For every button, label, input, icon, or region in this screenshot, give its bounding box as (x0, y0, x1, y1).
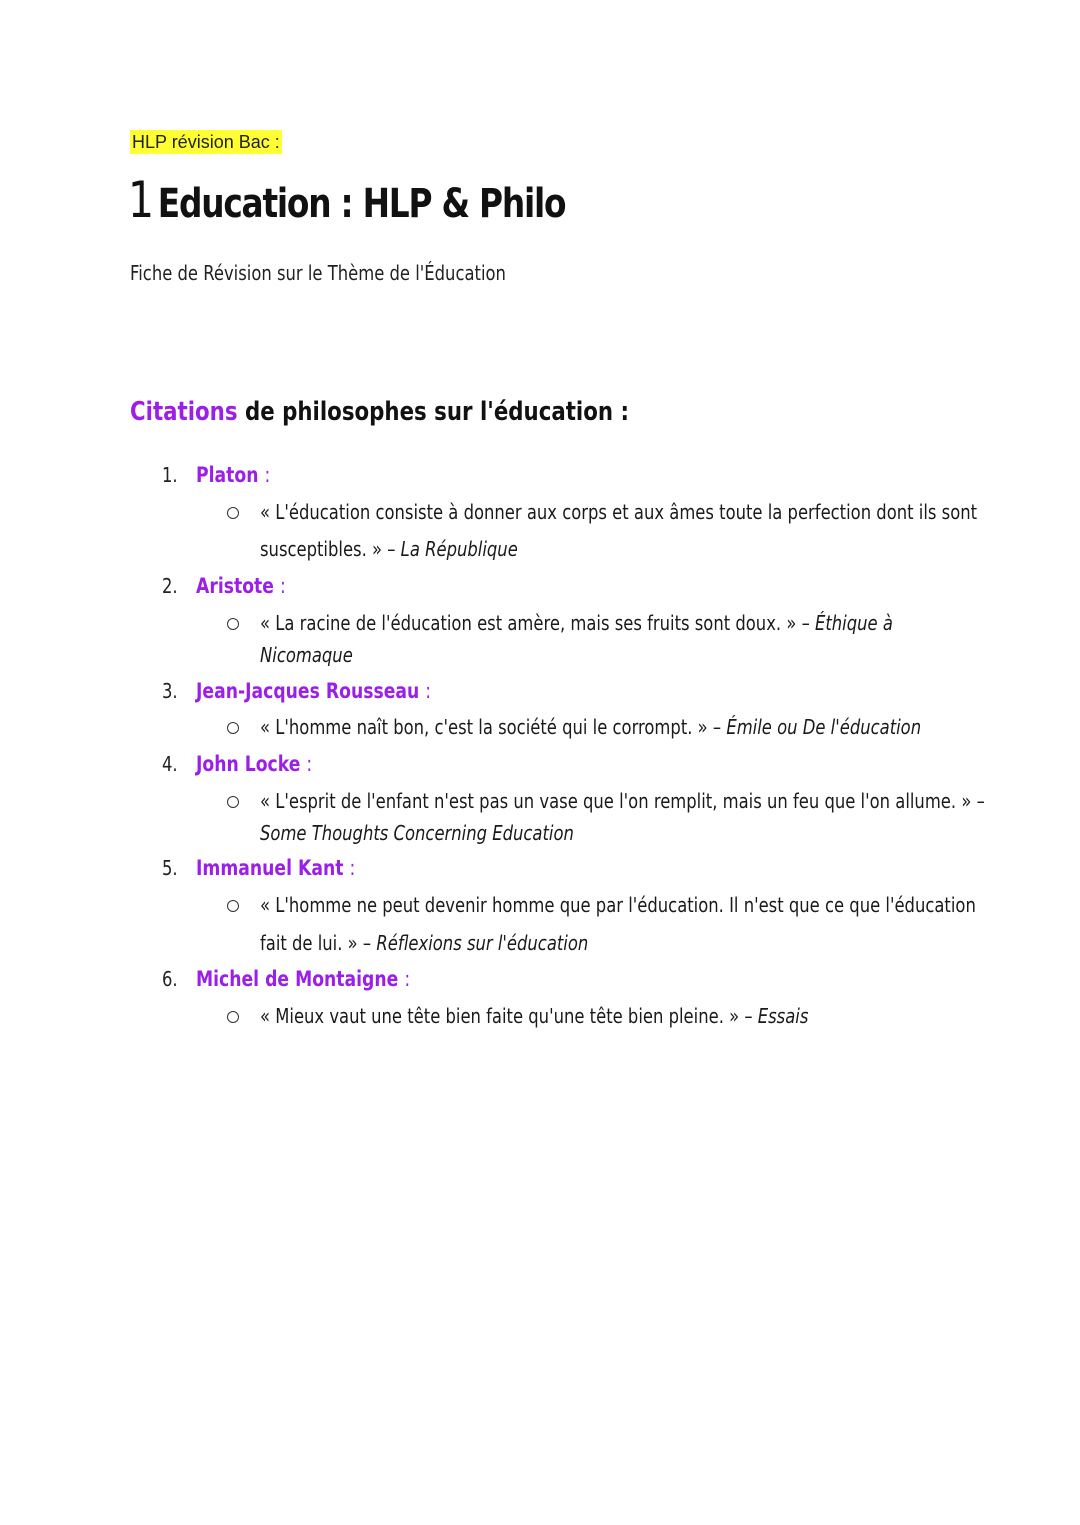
philosopher-name-colon: : (404, 967, 411, 991)
quote-text: fait de lui. » – (260, 931, 377, 955)
quote-line (260, 608, 893, 638)
philosopher-name-colon: : (264, 463, 271, 487)
highlighted-label: HLP révision Bac : (132, 132, 280, 152)
philosopher-name (196, 676, 431, 706)
philosopher-name-colon: : (279, 574, 286, 598)
quote-line (260, 497, 977, 527)
quote-source: Essais (757, 1004, 809, 1028)
section-heading (130, 394, 629, 430)
quote-line (260, 928, 588, 958)
quote-line (260, 890, 976, 920)
section-heading-rest: de philosophes sur l'éducation : (244, 397, 630, 427)
hollow-bullet-icon (227, 900, 239, 912)
quote-source: Émile ou De l'éducation (726, 715, 922, 739)
philosopher-name-text: Jean-Jacques Rousseau (196, 679, 420, 703)
hollow-bullet-icon (227, 722, 239, 734)
quote-source: Éthique à (814, 611, 893, 635)
quote-source: La République (400, 537, 518, 561)
philosopher-name (196, 964, 410, 994)
hollow-bullet-icon (227, 618, 239, 630)
quote-text: « L'éducation consiste à donner aux corps et aux âmes toute la perfection dont ils sont (260, 500, 978, 524)
document-subtitle: Fiche de Révision sur le Thème de l'Éducation (130, 261, 506, 285)
quote-line (260, 818, 574, 848)
philosopher-name (196, 749, 312, 779)
section-heading-accent: Citations (130, 397, 238, 427)
philosopher-name-text: Immanuel Kant (196, 856, 344, 880)
philosopher-name-text: Aristote (196, 574, 274, 598)
hollow-bullet-icon (227, 1011, 239, 1023)
list-item-number: 6. (162, 967, 178, 991)
quote-text: « L'homme ne peut devenir homme que par l'éducation. Il n'est que ce que l'éducation (260, 893, 976, 917)
quote-line (260, 1001, 808, 1031)
philosopher-name (196, 853, 355, 883)
quote-line (260, 534, 518, 564)
list-item-number: 4. (162, 752, 178, 776)
quote-text: « La racine de l'éducation est amère, mais ses fruits sont doux. » – (260, 611, 815, 635)
title-number: 1 (128, 171, 153, 229)
title-text: Education : HLP & Philo (157, 181, 566, 227)
philosopher-name (196, 460, 270, 490)
philosopher-name-colon: : (306, 752, 313, 776)
quote-text: susceptibles. » – (260, 537, 401, 561)
quote-line (260, 712, 921, 742)
philosopher-name-text: Platon (196, 463, 259, 487)
philosopher-name-colon: : (425, 679, 432, 703)
quote-source: Some Thoughts Concerning Education (260, 821, 574, 845)
quote-source: Nicomaque (260, 643, 353, 667)
list-item-number: 3. (162, 679, 178, 703)
hollow-bullet-icon (227, 507, 239, 519)
quote-text: « Mieux vaut une tête bien faite qu'une tête bien pleine. » – (260, 1004, 758, 1028)
philosopher-name (196, 571, 286, 601)
quote-text: « L'esprit de l'enfant n'est pas un vase que l'on remplit, mais un feu que l'on allume. » – (260, 789, 985, 813)
quote-line (260, 640, 353, 670)
document-title (128, 170, 565, 234)
quote-line (260, 786, 985, 816)
philosopher-name-text: Michel de Montaigne (196, 967, 399, 991)
philosopher-name-colon: : (349, 856, 356, 880)
quote-source: Réflexions sur l'éducation (376, 931, 589, 955)
list-item-number: 5. (162, 856, 178, 880)
list-item-number: 1. (162, 463, 178, 487)
hollow-bullet-icon (227, 796, 239, 808)
philosopher-name-text: John Locke (196, 752, 301, 776)
quote-text: « L'homme naît bon, c'est la société qui le corrompt. » – (260, 715, 727, 739)
list-item-number: 2. (162, 574, 178, 598)
